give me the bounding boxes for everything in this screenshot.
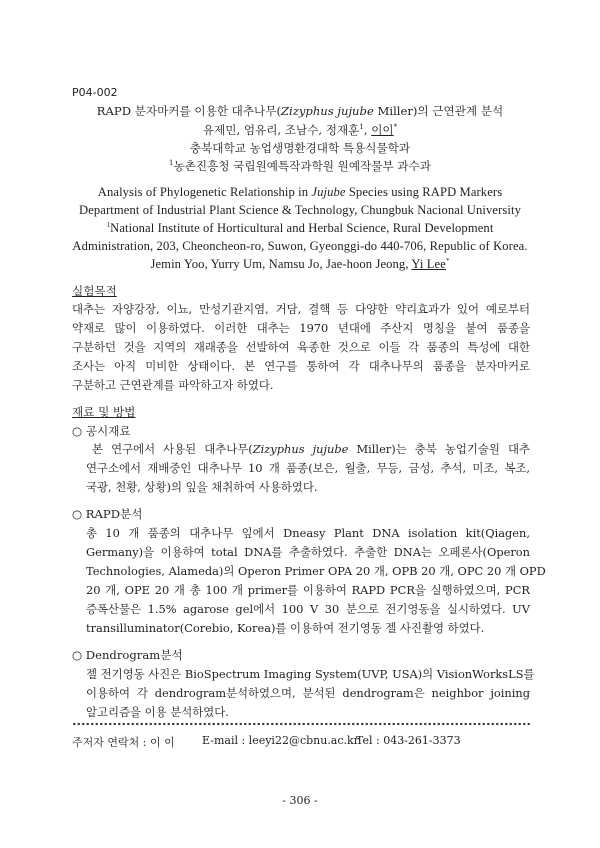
materials-subheading: ○ 공시재료	[72, 424, 131, 438]
english-author-star: *	[445, 257, 450, 265]
korean-corresponding-author: 이이	[371, 123, 394, 137]
rapd-line: 총 10 개 품종의 대추나무 잎에서 Dneasy Plant DNA isolation kit(Qiagen,	[86, 526, 530, 540]
purpose-line: 구분하던 것을 지역의 재래종을 선발하여 육종한 것으로 이들 각 품종의 특성에 대한	[72, 340, 530, 354]
page-number: - 306 -	[282, 794, 318, 807]
purpose-line: 구분하고 근연관계를 파악하고자 하였다.	[72, 378, 274, 392]
korean-title-prefix: RAPD 분자마커를 이용한 대추나무(	[96, 104, 281, 118]
dendrogram-line: 이용하여 각 dendrogram분석하였으며, 분석된 dendrogram은 neighbor joining	[86, 686, 530, 700]
english-title-species: Jujube	[311, 185, 346, 199]
materials-line: 국광, 천황, 상황)의 잎을 채취하여 사용하였다.	[86, 480, 318, 494]
dendrogram-line: 젤 전기영동 사진은 BioSpectrum Imaging System(UVP, USA)의 VisionWorksLS를	[86, 667, 535, 681]
korean-affiliation-2	[60, 158, 540, 174]
rapd-line: Technologies, Alameda)의 Operon Primer OPA 20 개, OPB 20 개, OPC 20 개 OPD	[86, 564, 546, 578]
rapd-line: 증폭산물은 1.5% agarose gel에서 100 V 30 분으로 전기영동을 실시하였다. UV	[86, 602, 530, 616]
rapd-subheading: ○ RAPD분석	[72, 507, 143, 521]
english-affiliation-2-text: National Institute of Horticultural and Herbal Science, Rural Development	[110, 221, 494, 236]
korean-affiliation-1: 충북대학교 농업생명환경대학 특용식물학과	[189, 141, 411, 155]
contact-email: E-mail : leeyi22@cbnu.ac.kr	[202, 734, 359, 747]
purpose-line: 조사는 아직 미비한 상태이다. 본 연구를 통하여 각 대추나무의 품종을 분자마커로	[72, 359, 530, 373]
materials-line-suffix: Miller)는 충북 농업기술원 대추	[348, 442, 530, 456]
english-title	[60, 185, 540, 200]
purpose-line: 약재로 많이 이용하였다. 이러한 대추는 1970 년대에 주산지 명칭을 붙여 품종을	[72, 321, 530, 335]
english-affiliation-3: Administration, 203, Cheoncheon-ro, Suwon, Gyeonggi-do 440-706, Republic of Korea.	[72, 239, 528, 253]
purpose-heading: 실험목적	[72, 284, 117, 298]
english-title-suffix: Species using RAPD Markers	[345, 185, 503, 199]
materials-line-prefix: 본 연구에서 사용된 대추나무(	[92, 442, 253, 456]
korean-title-suffix: Miller)의 근연관계 분석	[373, 104, 504, 118]
english-title-prefix: Analysis of Phylogenetic Relationship in	[97, 185, 312, 199]
english-affiliation-2	[60, 221, 540, 236]
dendrogram-subheading: ○ Dendrogram분석	[72, 648, 183, 662]
contact-tel: Tel : 043-261-3373	[356, 734, 461, 747]
korean-author-names: 유제민, 엄유리, 조남수, 정재훈	[202, 123, 360, 137]
materials-line-species: Zizyphus jujube	[252, 442, 349, 456]
dendrogram-line: 알고리즘을 이용 분석하였다.	[86, 705, 229, 719]
materials-line	[92, 441, 530, 457]
korean-title	[60, 103, 540, 119]
korean-author-sep: ,	[363, 123, 372, 137]
rapd-line: 20 개, OPE 20 개 총 100 개 primer를 이용하여 RAPD PCR을 실행하였으며, PCR	[86, 583, 530, 597]
korean-title-species: Zizyphus jujube	[280, 104, 374, 118]
korean-author-sup: 1	[359, 123, 364, 132]
english-authors	[60, 257, 540, 272]
korean-affiliation-2-text: 농촌진흥청 국립원예특작과학원 원예작물부 과수과	[173, 159, 431, 173]
english-affiliation-1: Department of Industrial Plant Science & Technology, Chungbuk Nacional University	[79, 203, 521, 217]
korean-author-star: *	[393, 123, 398, 132]
korean-affiliation-2-sup: 1	[169, 159, 174, 168]
purpose-line: 대추는 자양강장, 이뇨, 만성기관지염, 거담, 결핵 등 다양한 약리효과가 있어 예로부터	[72, 302, 530, 316]
methods-heading: 재료 및 방법	[72, 405, 136, 419]
english-corresponding-author: Yi Lee	[411, 257, 446, 272]
dotted-divider	[72, 722, 530, 726]
english-author-names: Jemin Yoo, Yurry Um, Namsu Jo, Jae-hoon Jeong,	[150, 257, 412, 272]
rapd-line: transilluminator(Corebio, Korea)를 이용하여 전기영동 젤 사진촬영 하였다.	[86, 621, 485, 635]
abstract-code: P04-002	[72, 86, 118, 99]
korean-authors	[60, 122, 540, 138]
contact-author: 주저자 연락처 : 이 이	[72, 736, 175, 749]
english-affiliation-2-sup: 1	[106, 221, 111, 229]
rapd-line: Germany)을 이용하여 total DNA를 추출하였다. 추출한 DNA는 오페론사(Operon	[86, 545, 530, 559]
materials-line: 연구소에서 재배중인 대추나무 10 개 품종(보은, 월출, 무등, 금성, 추석, 미조, 복조,	[86, 461, 530, 475]
